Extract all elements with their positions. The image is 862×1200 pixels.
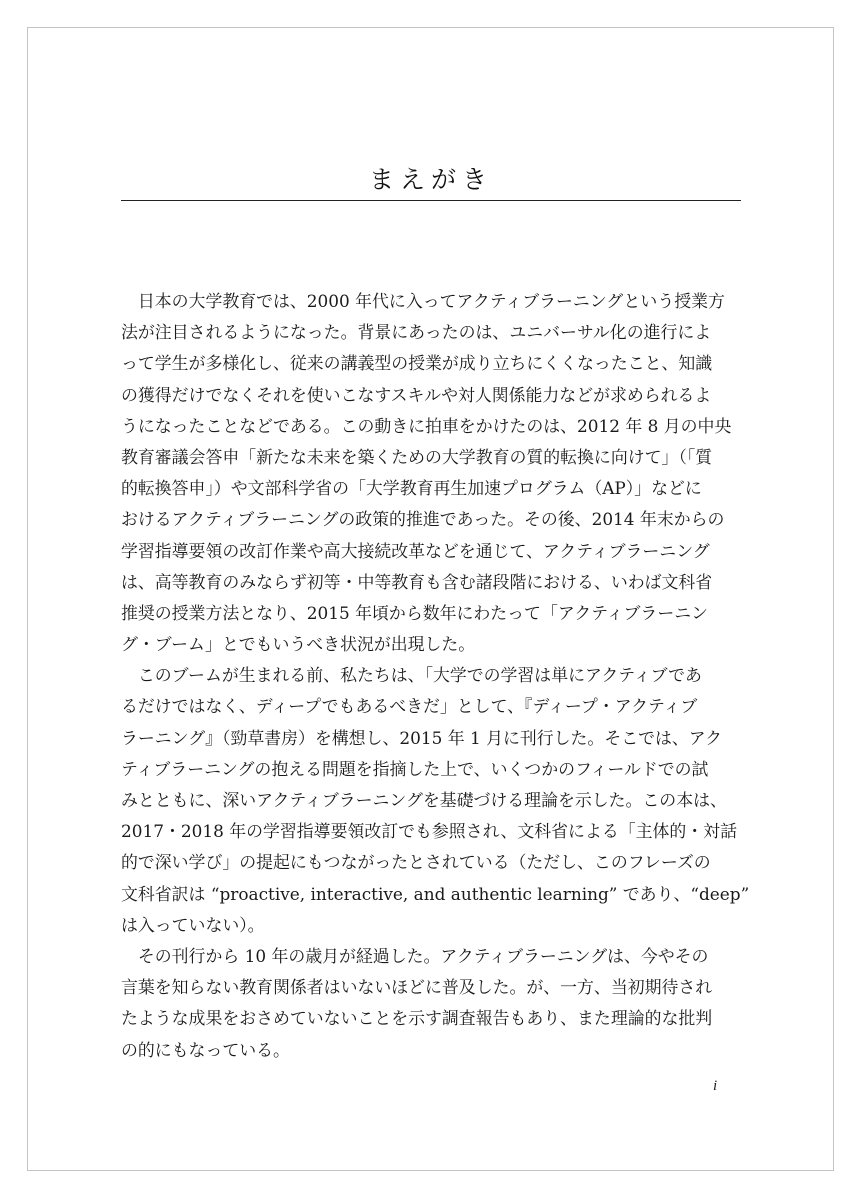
page-title: まえがき <box>368 165 493 194</box>
title-underline <box>121 200 741 201</box>
text-line: るだけではなく、ディープでもあるべきだ」として、『ディープ・アクティブ <box>121 696 698 717</box>
text-line: ラーニング』（勁草書房）を構想し、2015 年 1 月に刊行した。そこでは、アク <box>121 727 723 748</box>
text-line: の獲得だけでなくそれを使いこなすスキルや対人関係能力などが求められるよ <box>121 384 712 405</box>
text-line: 法が注目されるようになった。背景にあったのは、ユニバーサル化の進行によ <box>121 322 712 343</box>
text-line: うになったことなどである。この動きに拍車をかけたのは、2012 年 8 月の中央 <box>121 415 732 436</box>
text-line: は入っていない）。 <box>121 914 265 935</box>
page-number: i <box>713 1078 718 1094</box>
text-line: の的にもなっている。 <box>121 1039 290 1060</box>
text-line: 推奨の授業方法となり、2015 年頃から数年にわたって「アクティブラーニン <box>121 602 708 623</box>
text-line: 2017・2018 年の学習指導要領改訂でも参照され、文科省による「主体的・対話 <box>121 821 737 842</box>
text-line: グ・ブーム」とでもいうべき状況が出現した。 <box>121 634 476 655</box>
text-line: このブームが生まれる前、私たちは、「大学での学習は単にアクティブであ <box>121 665 702 686</box>
body-text <box>121 286 749 1066</box>
text-line: って学生が多様化し、従来の講義型の授業が成り立ちにくくなったこと、知識 <box>121 353 713 374</box>
text-line: 日本の大学教育では、2000 年代に入ってアクティブラーニングという授業方 <box>121 291 725 311</box>
text-line: 的転換答申」）や文部科学省の「大学教育再生加速プログラム（AP）」などに <box>121 478 702 499</box>
text-line: 文科省訳は “proactive, interactive, and authentic learning” であり、“deep” <box>121 883 750 904</box>
text-line: 教育審議会答申「新たな未来を築くための大学教育の質的転換に向けて」（「質 <box>121 446 713 467</box>
text-line: ティブラーニングの抱える問題を指摘した上で、いくつかのフィールドでの試 <box>121 758 709 779</box>
text-line: は、高等教育のみならず初等・中等教育も含む諸段階における、いわば文科省 <box>121 571 713 592</box>
text-line: たような成果をおさめていないことを示す調査報告もあり、また理論的な批判 <box>121 1008 713 1029</box>
text-line: 言葉を知らない教育関係者はいないほどに普及した。が、一方、当初期待され <box>121 977 713 998</box>
text-line: その刊行から 10 年の歳月が経過した。アクティブラーニングは、今やその <box>121 945 709 966</box>
text-line: 的で深い学び」の提起にもつながったとされている（ただし、このフレーズの <box>121 852 711 873</box>
text-line: 学習指導要領の改訂作業や高大接続改革などを通じて、アクティブラーニング <box>121 540 710 561</box>
text-line: みとともに、深いアクティブラーニングを基礎づける理論を示した。この本は、 <box>121 790 727 810</box>
text-line: おけるアクティブラーニングの政策的推進であった。その後、2014 年末からの <box>121 509 725 530</box>
